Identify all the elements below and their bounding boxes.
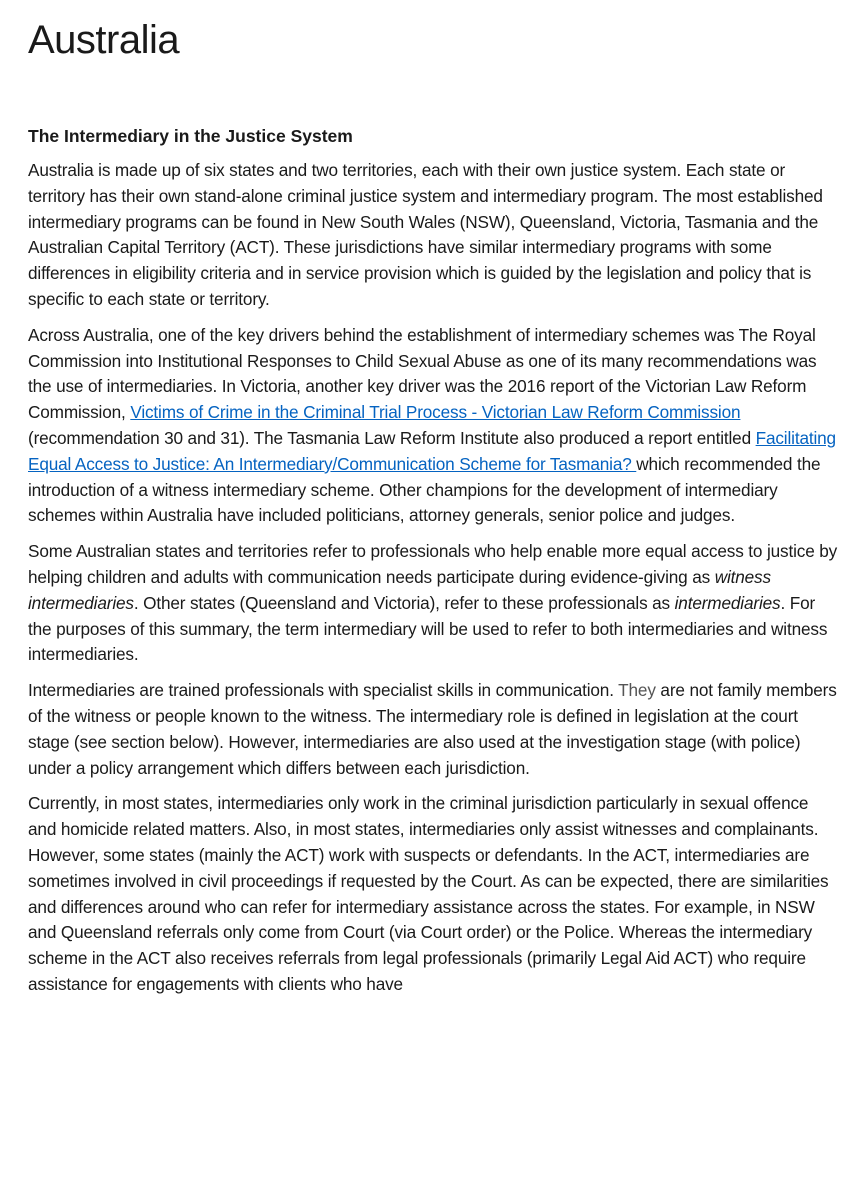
witness-intermediaries-term: witness intermediaries [28,566,771,613]
section-heading: The Intermediary in the Justice System [28,126,353,146]
paragraph-4-text-a: Intermediaries are trained professionals with specialist skills in communication. [28,680,619,701]
vlrc-report-link[interactable]: Victims of Crime in the Criminal Trial Process - Victorian Law Reform Commission [130,402,741,423]
paragraph-4-text-b: are not family members of the witness or people known to the witness. The intermediary role is defined in legislation at the court stage (see section below). However, intermediaries are also used at the investigation stage (with police) under a policy arrangement which differs between each jurisdiction. [28,680,837,778]
paragraph-2-text-b: (recommendation 30 and 31). The Tasmania Law Reform Institute also produced a report entitled [28,427,756,448]
paragraph-4 [28,678,838,781]
paragraph-2-text-c: which recommended the introduction of a witness intermediary scheme. Other champions for the development of intermediary schemes within Australia have included politicians, attorney generals, senior police and judges. [28,453,821,526]
paragraph-3-text-b: . Other states (Queensland and Victoria), refer to these professionals as [133,592,675,613]
page-title: Australia [28,18,180,62]
paragraph-3-text-c: . For the purposes of this summary, the term intermediary will be used to refer to both intermediaries and witness intermediaries. [28,592,828,665]
tasmania-report-link[interactable]: Facilitating Equal Access to Justice: An Intermediary/Communication Scheme for Tasmania? [28,427,836,474]
paragraph-4-muted-word: They [618,680,656,701]
paragraph-2 [28,323,838,529]
document-page [28,0,838,1008]
paragraph-3-text-a: Some Australian states and territories refer to professionals who help enable more equal access to justice by helping children and adults with communication needs participate during evidence-giving as [28,541,838,587]
paragraph-5: Currently, in most states, intermediaries only work in the criminal jurisdiction particularly in sexual offence and homicide related matters. Also, in most states, intermediaries only assist witnesses and complainants. However, some states (mainly the ACT) work with suspects or defendants. In the ACT, intermediaries are sometimes involved in civil proceedings if requested by the Court. As can be expected, there are similarities and differences around who can refer for intermediary assistance across the states. For example, in NSW and Queensland referrals only come from Court (via Court order) or the Police. Whereas the intermediary scheme in the ACT also receives referrals from legal professionals (primarily Legal Aid ACT) who require assistance for engagements with clients who have [28,793,829,994]
paragraph-2-text-a: Across Australia, one of the key drivers behind the establishment of intermediary schemes was The Royal Commission into Institutional Responses to Child Sexual Abuse as one of its many recommendations was the use of intermediaries. In Victoria, another key driver was the 2016 report of the Victorian Law Reform Commission, [28,324,817,423]
paragraph-1: Australia is made up of six states and two territories, each with their own justice system. Each state or territory has their own stand-alone criminal justice system and intermediary program. The most established intermediary programs can be found in New South Wales (NSW), Queensland, Victoria, Tasmania and the Australian Capital Territory (ACT). These jurisdictions have similar intermediary programs with some differences in eligibility criteria and in service provision which is guided by the legislation and policy that is specific to each state or territory. [28,160,823,309]
intermediaries-term: intermediaries [674,592,781,613]
paragraph-3 [28,539,838,668]
